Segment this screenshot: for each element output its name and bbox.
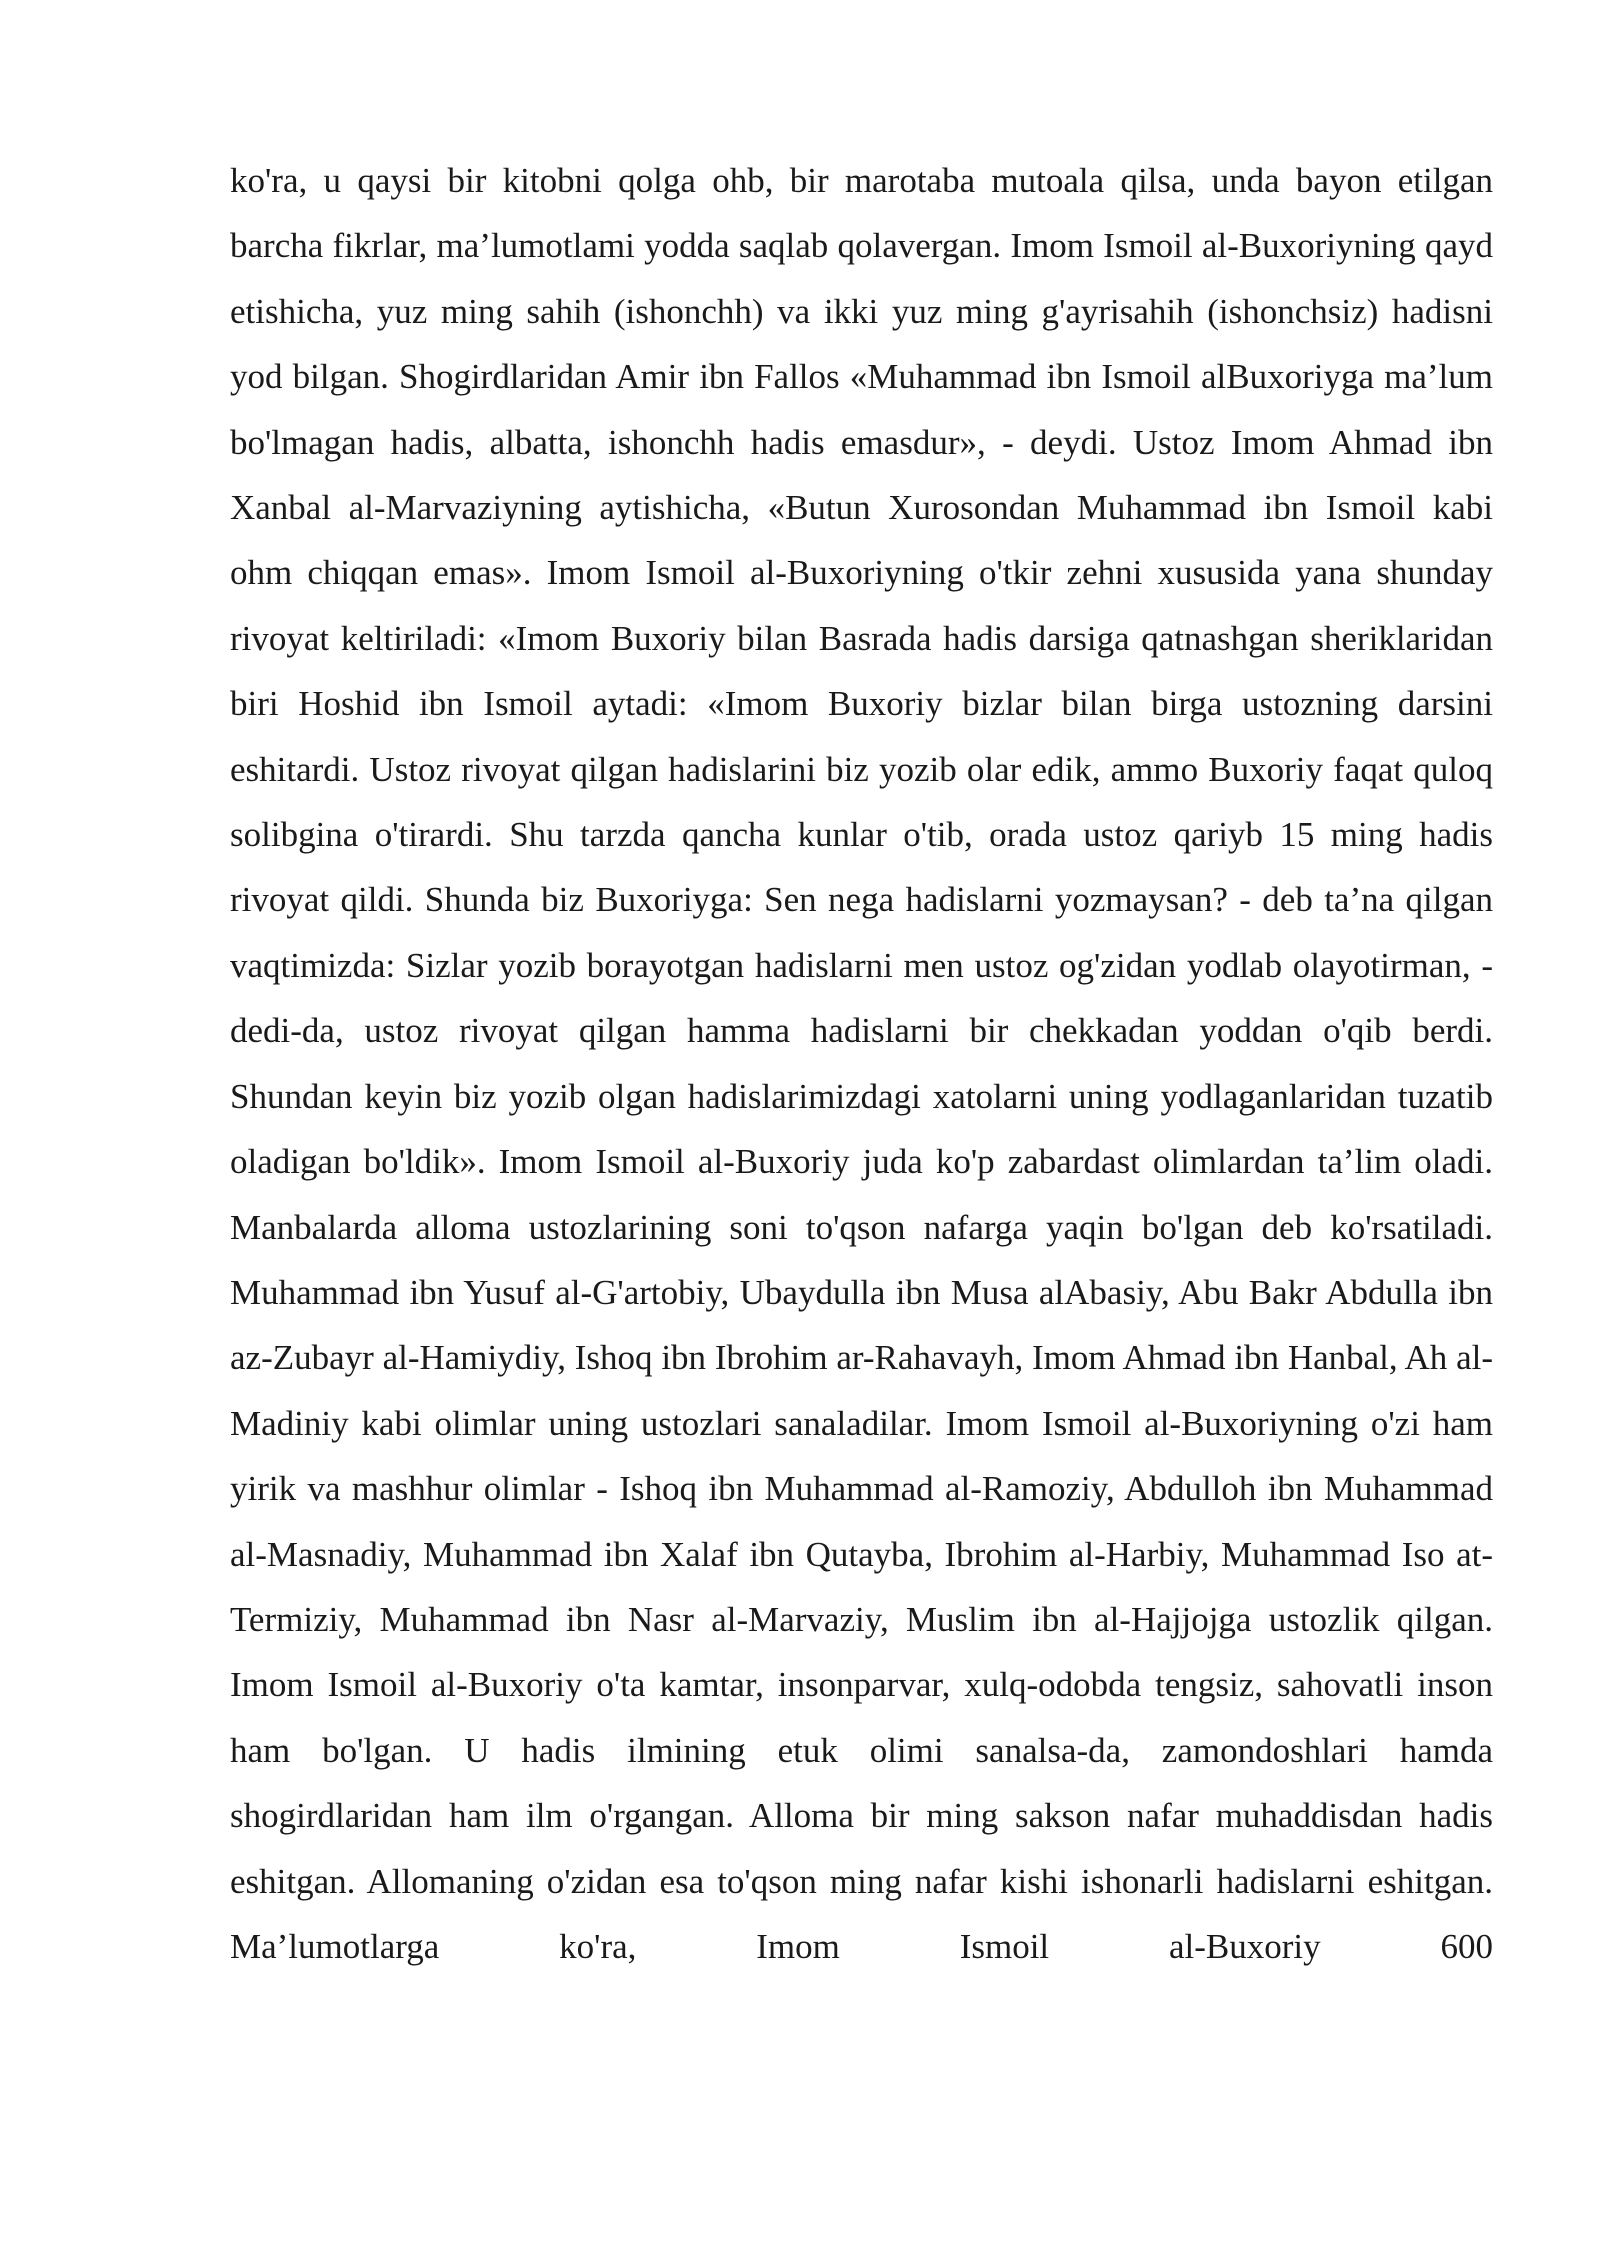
body-paragraph: ko'ra, u qaysi bir kitobni qolga ohb, bir marotaba mutoala qilsa, unda bayon etilgan barcha fikrlar, ma’lumotlami yodda saqlab qolavergan. Imom Ismoil al-Buxoriyning qayd etishicha, yuz ming sahih (ishonchh) va ikki yuz ming g'ayrisahih (ishonchsiz) hadisni yod bilgan. Shogirdlaridan Amir ibn Fallos «Muhammad ibn Ismoil alBuxoriyga ma’lum bo'lmagan hadis, albatta, ishonchh hadis emasdur», - deydi. Ustoz Imom Ahmad ibn Xanbal al-Marvaziyning aytishicha, «Butun Xurosondan Muhammad ibn Ismoil kabi ohm chiqqan emas». Imom Ismoil al-Buxoriyning o'tkir zehni xususida yana shunday rivoyat keltiriladi: «Imom Buxoriy bilan Basrada hadis darsiga qatnashgan sheriklaridan biri Hoshid ibn Ismoil aytadi: «Imom Buxoriy bizlar bilan birga ustozning darsini eshitardi. Ustoz rivoyat qilgan hadislarini biz yozib olar edik, ammo Buxoriy faqat quloq solibgina o'tirardi. Shu tarzda qancha kunlar o'tib, orada ustoz qariyb 15 ming hadis rivoyat qildi. Shunda biz Buxoriyga: Sen nega hadislarni yozmaysan? - deb ta’na qilgan vaqtimizda: Sizlar yozib borayotgan hadislarni men ustoz og'zidan yodlab olayotirman, - dedi-da, ustoz rivoyat qilgan hamma hadislarni bir chekkadan yoddan o'qib berdi. Shundan keyin biz yozib olgan hadislarimizdagi xatolarni uning yodlaganlaridan tuzatib oladigan bo'ldik». Imom Ismoil al-Buxoriy juda ko'p zabardast olimlardan ta’lim oladi. Manbalarda alloma ustozlarining soni to'qson nafarga yaqin bo'lgan deb ko'rsatiladi. Muhammad ibn Yusuf al-G'artobiy, Ubaydulla ibn Musa alAbasiy, Abu Bakr Abdulla ibn az-Zubayr al-Hamiydiy, Ishoq ibn Ibrohim ar-Rahavayh, Imom Ahmad ibn Hanbal, Ah al-Madiniy kabi olimlar uning ustozlari sanaladilar. Imom Ismoil al-Buxoriyning o'zi ham yirik va mashhur olimlar - Ishoq ibn Muhammad al-Ramoziy, Abdulloh ibn Muhammad al-Masnadiy, Muhammad ibn Xalaf ibn Qutayba, Ibrohim al-Harbiy, Muhammad Iso at-Termiziy, Muhammad ibn Nasr al-Marvaziy, Muslim ibn al-Hajjojga ustozlik qilgan. Imom Ismoil al-Buxoriy o'ta kamtar, insonparvar, xulq-odobda tengsiz, sahovatli inson ham bo'lgan. U hadis ilmining etuk olimi sanalsa-da, zamondoshlari hamda shogirdlaridan ham ilm o'rgangan. Alloma bir ming sakson nafar muhaddisdan hadis eshitgan. Allomaning o'zidan esa to'qson ming nafar kishi ishonarli hadislarni eshitgan. Ma’lumotlarga ko'ra, Imom Ismoil al-Buxoriy 600 bbox=[230, 161, 1493, 1966]
